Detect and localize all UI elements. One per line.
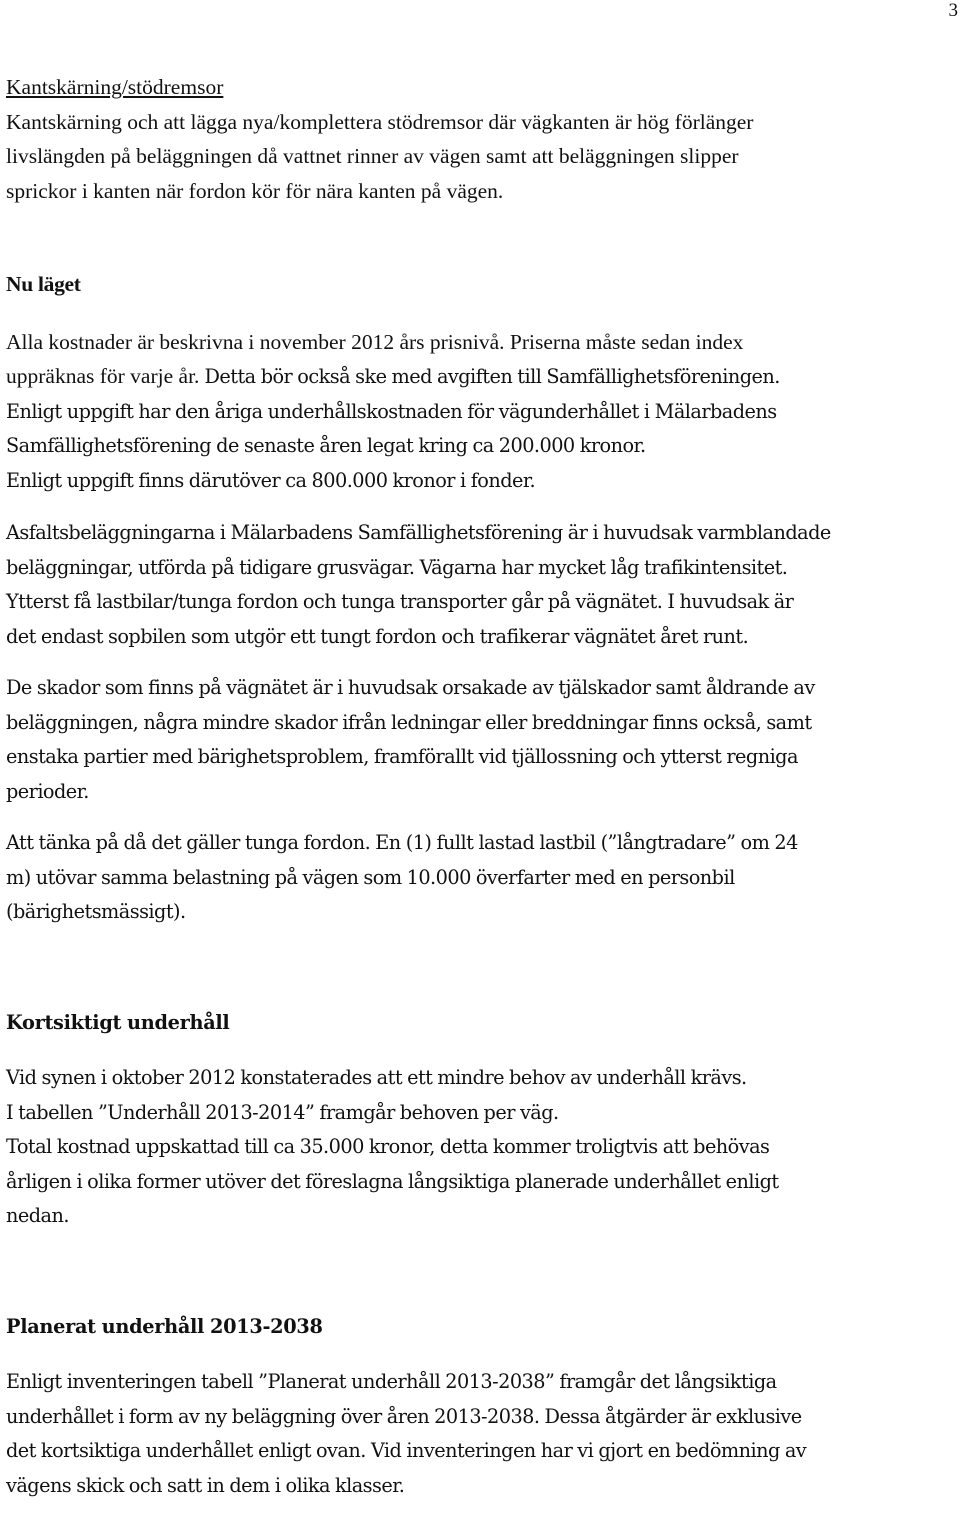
text-line: enstaka partier med bärighetsproblem, framförallt vid tjällossning och ytterst regniga xyxy=(6,745,798,768)
section-nu-laget xyxy=(6,267,960,498)
text-line: Kantskärning och att lägga nya/komplettera stödremsor där vägkanten är hög förlänger xyxy=(6,109,754,134)
text-line: Att tänka på då det gäller tunga fordon. En (1) fullt lastad lastbil (”långtradare” om 24 xyxy=(6,831,798,854)
text-line: vägens skick och satt in dem i olika klasser. xyxy=(6,1473,405,1497)
section-asfalt xyxy=(6,516,960,654)
text-line: perioder. xyxy=(6,779,89,803)
text-line: Asfaltsbeläggningarna i Mälarbadens Samfällighetsförening är i huvudsak varmblandade xyxy=(6,521,831,544)
section-heading: Planerat underhåll 2013-2038 xyxy=(6,1314,323,1338)
text-line: underhållet i form av ny beläggning över åren 2013-2038. Dessa åtgärder är exklusive xyxy=(6,1404,802,1428)
section-heading: Nu läget xyxy=(6,272,81,296)
text-span: uppräknas för varje år. xyxy=(6,364,200,388)
document-body xyxy=(6,70,960,1503)
text-line: I tabellen ”Underhåll 2013-2014” framgår behoven per väg. xyxy=(6,1100,559,1124)
text-line: det kortsiktiga underhållet enligt ovan. Vid inventeringen har vi gjort en bedömning av xyxy=(6,1439,807,1462)
page-number: 3 xyxy=(948,0,958,21)
text-line: beläggningar, utförda på tidigare grusvägar. Vägarna har mycket låg trafikintensitet. xyxy=(6,555,788,579)
section-heading: Kortsiktigt underhåll xyxy=(6,1010,230,1034)
text-line: (bärighetsmässigt). xyxy=(6,900,186,923)
section-tunga-fordon xyxy=(6,826,960,930)
text-line: Alla kostnader är beskrivna i november 2012 års prisnivå. Priserna måste sedan index xyxy=(6,329,744,354)
section-kantskarning xyxy=(6,70,960,208)
text-line xyxy=(6,359,960,395)
section-heading: Kantskärning/stödremsor xyxy=(6,75,224,99)
text-line: Total kostnad uppskattad till ca 35.000 kronor, detta kommer troligtvis att behövas xyxy=(6,1135,770,1158)
text-span: Detta bör också ske med avgiften till Samfällighetsföreningen. xyxy=(199,365,780,388)
text-line: Ytterst få lastbilar/tunga fordon och tunga transporter går på vägnätet. I huvudsak är xyxy=(6,590,794,613)
text-line: Enligt uppgift har den åriga underhållskostnaden för vägunderhållet i Mälarbadens xyxy=(6,399,777,423)
section-planerat xyxy=(6,1310,960,1504)
text-line: Vid synen i oktober 2012 konstaterades att ett mindre behov av underhåll krävs. xyxy=(6,1066,747,1089)
text-line: årligen i olika former utöver det föreslagna långsiktiga planerade underhållet enligt xyxy=(6,1169,779,1193)
text-line: De skador som finns på vägnätet är i huvudsak orsakade av tjälskador samt åldrande av xyxy=(6,676,815,699)
text-line: Samfällighetsförening de senaste åren legat kring ca 200.000 kronor. xyxy=(6,434,646,457)
section-kortsiktigt xyxy=(6,1006,960,1234)
section-skador xyxy=(6,671,960,809)
text-line: livslängden på beläggningen då vattnet rinner av vägen samt att beläggningen slipper xyxy=(6,144,739,168)
text-line: beläggningen, några mindre skador ifrån ledningar eller breddningar finns också, samt xyxy=(6,710,812,734)
text-line: Enligt uppgift finns därutöver ca 800.000 kronor i fonder. xyxy=(6,468,536,492)
text-line: nedan. xyxy=(6,1204,69,1227)
text-line: Enligt inventeringen tabell ”Planerat underhåll 2013-2038” framgår det långsiktiga xyxy=(6,1370,777,1393)
text-line: m) utövar samma belastning på vägen som 10.000 överfarter med en personbil xyxy=(6,865,735,889)
text-line: det endast sopbilen som utgör ett tungt fordon och trafikerar vägnätet året runt. xyxy=(6,624,749,648)
text-line: sprickor i kanten när fordon kör för nära kanten på vägen. xyxy=(6,178,504,203)
